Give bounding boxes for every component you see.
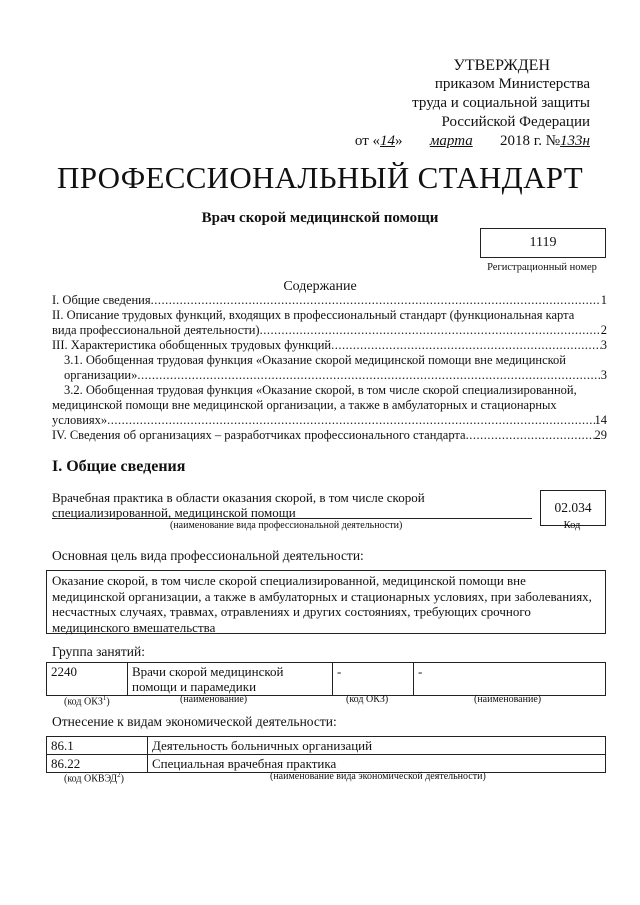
toc-item-4[interactable]: IV. Сведения об организациях – разработчиках профессионального стандарта ..... 29 xyxy=(52,428,607,443)
okved-table xyxy=(46,736,606,773)
caption-okved-code: (код ОКВЭД$^2$) xyxy=(64,771,124,785)
activity-caption: (наименование вида профессиональной деятельности) xyxy=(170,520,403,531)
toc-item-3-1[interactable]: 3.1. Обобщенная трудовая функция «Оказание скорой медицинской помощи вне медицинской организации» ..... 3 xyxy=(52,353,607,383)
caption-okz-name: (наименование) xyxy=(180,694,248,705)
approval-day: 14 xyxy=(380,133,396,149)
okved-code-cell: 86.1 xyxy=(47,737,148,755)
approval-line-1: приказом Министерства xyxy=(434,76,590,92)
registration-number-label: Регистрационный номер xyxy=(487,262,597,273)
toc-item-3-2[interactable]: 3.2. Обобщенная трудовая функция «Оказание скорой, в том числе скорой специализированной, медицинской помощи вне медицинской организации, а также в амбулаторных и стационарных условиях» ..... 14 xyxy=(52,383,607,428)
okved-label: Отнесение к видам экономической деятельности: xyxy=(52,714,337,729)
activity-name: Врачебная практика в области оказания скорой, в том числе скорой специализированной, медицинской помощи xyxy=(52,490,425,520)
toc-title: Содержание xyxy=(283,279,357,294)
approval-line-2: труда и социальной защиты xyxy=(412,95,590,111)
group-label: Группа занятий: xyxy=(52,644,145,659)
okved-name-cell: Специальная врачебная практика xyxy=(148,755,606,773)
approval-block xyxy=(350,56,590,151)
registration-number-box: 1119 xyxy=(480,228,606,258)
okz-name-cell: Врачи скорой медицинской помощи и парамедики xyxy=(128,663,333,696)
activity-code-box: 02.034 xyxy=(540,490,606,526)
goal-box: Оказание скорой, в том числе скорой специализированной, медицинской помощи вне медицинской организации, а также в амбулаторных и стационарных условиях, при заболеваниях, несчастных случаях, травмах, отравлениях и других состояниях, требующих срочного медицинского вмешательства xyxy=(46,570,606,634)
caption-okz-code-2: (код ОКЗ) xyxy=(346,694,389,705)
caption-okz-name-2: (наименование) xyxy=(474,694,542,705)
toc-item-2[interactable]: II. Описание трудовых функций, входящих в профессиональный стандарт (функциональная карта вида профессиональной деятельности) ..... 2 xyxy=(52,308,607,338)
approval-heading: УТВЕРЖДЕН xyxy=(453,57,550,74)
caption-okved-name: (наименование вида экономической деятельности) xyxy=(270,771,486,782)
activity-code-caption: Код xyxy=(563,520,581,531)
table-row xyxy=(47,737,606,755)
document-subtitle: Врач скорой медицинской помощи xyxy=(201,210,439,226)
toc-item-3[interactable]: III. Характеристика обобщенных трудовых функций ..... 3 xyxy=(52,338,607,353)
document-title: ПРОФЕССИОНАЛЬНЫЙ СТАНДАРТ xyxy=(57,160,583,195)
approval-month: марта xyxy=(429,133,473,149)
caption-okz-code: (код ОКЗ$^1$) xyxy=(64,694,110,708)
goal-label: Основная цель вида профессиональной деятельности: xyxy=(52,548,364,563)
approval-line-3: Российской Федерации xyxy=(441,114,590,130)
table-row xyxy=(47,663,606,696)
approval-number: 133н xyxy=(560,133,590,149)
approval-date: от «14» марта 2018 г. №133н xyxy=(354,133,590,149)
okz-code2-cell: - xyxy=(333,663,414,696)
activity-underline xyxy=(52,518,532,519)
table-of-contents xyxy=(52,293,607,443)
okved-name-cell: Деятельность больничных организаций xyxy=(148,737,606,755)
okz-name2-cell: - xyxy=(414,663,606,696)
table-row xyxy=(47,755,606,773)
section-heading: I. Общие сведения xyxy=(52,458,186,475)
toc-item-1[interactable]: I. Общие сведения ..... 1 xyxy=(52,293,607,308)
group-table xyxy=(46,662,606,696)
okz-code-cell: 2240 xyxy=(47,663,128,696)
okved-code-cell: 86.22 xyxy=(47,755,148,773)
